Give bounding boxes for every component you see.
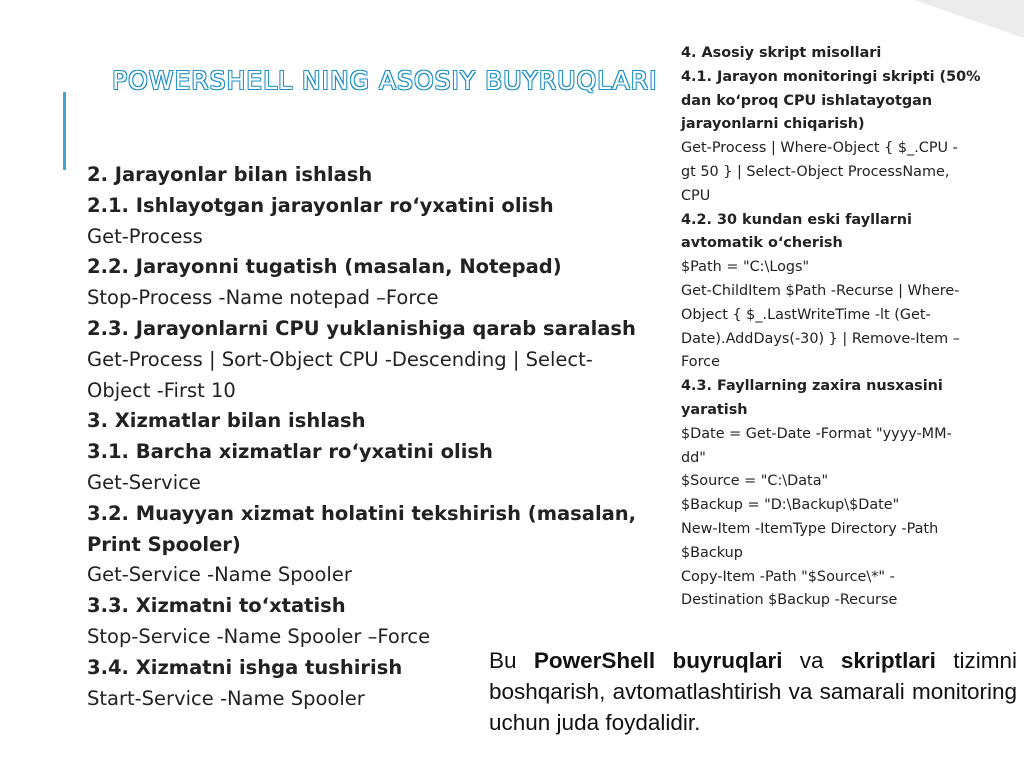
heading-line: 3.2. Muayyan xizmat holatini tekshirish (masalan, xyxy=(87,501,637,525)
code-line: Start-Service -Name Spooler xyxy=(87,686,365,710)
summary-bold-2: skriptlari xyxy=(840,648,936,673)
right-column xyxy=(681,42,1016,613)
code-line: $Backup = "D:\Backup\$Date" xyxy=(681,497,900,514)
code-line: $Path = "C:\Logs" xyxy=(681,259,810,276)
left-column xyxy=(87,160,647,714)
code-line: CPU xyxy=(681,187,711,204)
code-line: dd" xyxy=(681,449,706,466)
heading-line: Print Spooler) xyxy=(87,532,241,556)
code-line: Get-Process xyxy=(87,224,203,248)
slide-title: POWERSHELL NING ASOSIY BUYRUQLARI xyxy=(112,66,658,95)
summary-bold-1: PowerShell buyruqlari xyxy=(533,648,783,673)
heading-line: yaratish xyxy=(681,401,748,418)
heading-line: jarayonlarni chiqarish) xyxy=(681,116,865,133)
heading-line: 4.1. Jarayon monitoringi skripti (50% xyxy=(681,68,981,85)
code-line: Get-Service -Name Spooler xyxy=(87,563,352,587)
code-line: Object { $_.LastWriteTime -lt (Get- xyxy=(681,306,931,323)
heading-line: 2.3. Jarayonlarni CPU yuklanishiga qarab saralash xyxy=(87,316,636,340)
heading-line: 2.1. Ishlayotgan jarayonlar ro‘yxatini olish xyxy=(87,193,554,217)
heading-line: 3.4. Xizmatni ishga tushirish xyxy=(87,655,403,679)
code-line: $Date = Get-Date -Format "yyyy-MM- xyxy=(681,425,952,442)
code-line: New-Item -ItemType Directory -Path xyxy=(681,520,939,537)
summary-text-1: Bu xyxy=(489,648,534,673)
code-line: Force xyxy=(681,354,720,371)
summary-text-2: va xyxy=(782,648,841,673)
code-line: Date).AddDays(-30) } | Remove-Item – xyxy=(681,330,960,347)
code-line: Object -First 10 xyxy=(87,378,236,402)
code-line: gt 50 } | Select-Object ProcessName, xyxy=(681,163,950,180)
code-line: $Source = "C:\Data" xyxy=(681,473,829,490)
heading-line: 4.2. 30 kundan eski fayllarni xyxy=(681,211,912,228)
code-line: Get-Process | Sort-Object CPU -Descending | Select- xyxy=(87,347,593,371)
heading-line: 2. Jarayonlar bilan ishlash xyxy=(87,163,373,186)
summary-text-3: tizimni boshqarish, avtomatlashtirish va samarali monitoring uchun juda foydalidir. xyxy=(489,648,1017,735)
code-line: Copy-Item -Path "$Source\*" - xyxy=(681,568,895,585)
code-line: Stop-Process -Name notepad –Force xyxy=(87,286,439,310)
code-line: Get-Process | Where-Object { $_.CPU - xyxy=(681,140,958,157)
corner-decoration xyxy=(914,0,1024,38)
code-line: Destination $Backup -Recurse xyxy=(681,592,898,609)
code-line: Get-ChildItem $Path -Recurse | Where- xyxy=(681,282,960,299)
heading-line: dan ko‘proq CPU ishlatayotgan xyxy=(681,92,933,109)
heading-line: 4. Asosiy skript misollari xyxy=(681,45,882,61)
code-line: $Backup xyxy=(681,544,743,561)
code-line: Stop-Service -Name Spooler –Force xyxy=(87,624,431,648)
heading-line: 3. Xizmatlar bilan ishlash xyxy=(87,409,366,433)
summary-paragraph xyxy=(489,645,1017,738)
accent-bar xyxy=(63,92,66,170)
heading-line: 3.1. Barcha xizmatlar ro‘yxatini olish xyxy=(87,440,493,464)
code-line: Get-Service xyxy=(87,470,201,494)
heading-line: 2.2. Jarayonni tugatish (masalan, Notepad) xyxy=(87,255,562,279)
heading-line: 3.3. Xizmatni to‘xtatish xyxy=(87,594,346,618)
heading-line: avtomatik o‘cherish xyxy=(681,235,843,252)
heading-line: 4.3. Fayllarning zaxira nusxasini xyxy=(681,378,943,395)
